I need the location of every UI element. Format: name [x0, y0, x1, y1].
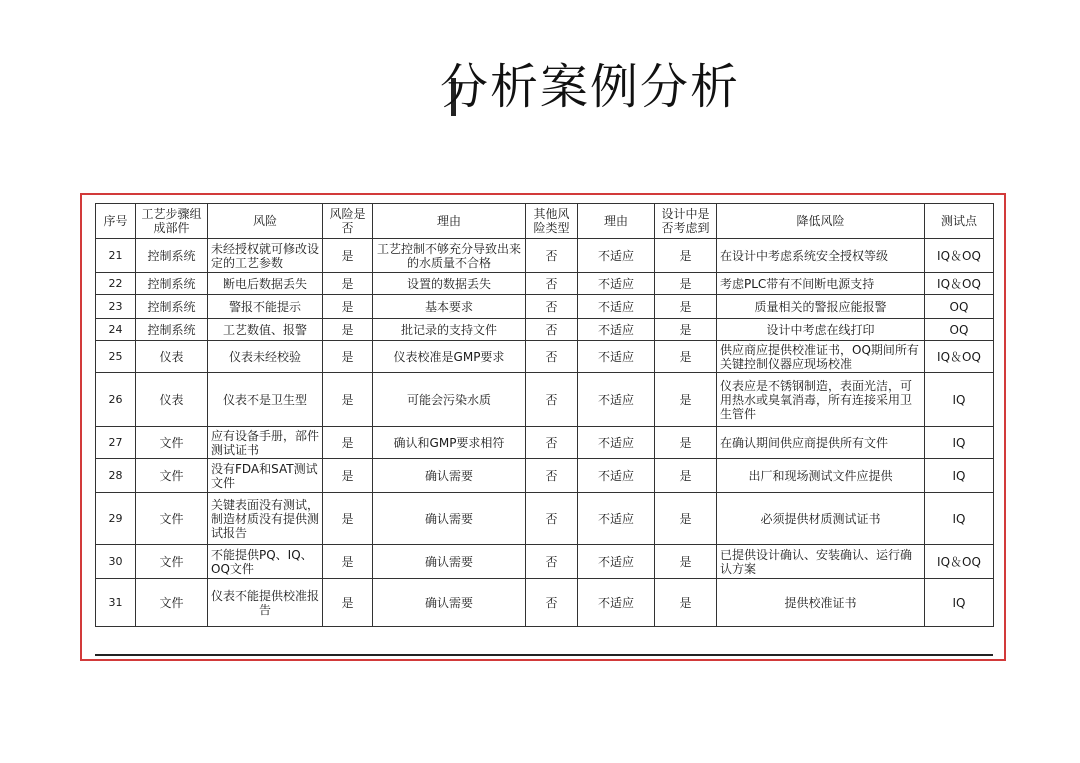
cell-considered: 是 [655, 319, 717, 341]
cell-reason: 工艺控制不够充分导致出来的水质量不合格 [373, 239, 526, 273]
cell-considered: 是 [655, 273, 717, 295]
cell-no: 23 [96, 295, 136, 319]
cell-yn: 是 [323, 341, 373, 373]
cell-no: 31 [96, 579, 136, 627]
table-row [96, 579, 994, 627]
cell-mitigation: 质量相关的警报应能报警 [717, 295, 925, 319]
cell-reason2: 不适应 [578, 459, 655, 493]
cell-reason: 确认和GMP要求相符 [373, 427, 526, 459]
cell-reason2: 不适应 [578, 273, 655, 295]
cell-reason2: 不适应 [578, 341, 655, 373]
cell-other: 否 [526, 341, 578, 373]
column-header: 设计中是否考虑到 [655, 204, 717, 239]
cell-risk: 没有FDA和SAT测试文件 [208, 459, 323, 493]
cell-reason2: 不适应 [578, 295, 655, 319]
cell-mitigation: 在确认期间供应商提供所有文件 [717, 427, 925, 459]
cell-considered: 是 [655, 373, 717, 427]
cell-part: 仪表 [136, 373, 208, 427]
cell-yn: 是 [323, 545, 373, 579]
cell-reason: 批记录的支持文件 [373, 319, 526, 341]
table-row [96, 427, 994, 459]
column-header: 其他风险类型 [526, 204, 578, 239]
cell-risk: 应有设备手册，部件测试证书 [208, 427, 323, 459]
cell-part: 控制系统 [136, 295, 208, 319]
table-row [96, 493, 994, 545]
table-row [96, 319, 994, 341]
cell-other: 否 [526, 493, 578, 545]
slide-title: 分析案例分析 [440, 59, 741, 115]
column-header: 降低风险 [717, 204, 925, 239]
cell-other: 否 [526, 239, 578, 273]
cell-reason: 确认需要 [373, 545, 526, 579]
cell-mitigation: 供应商应提供校准证书，OQ期间所有关键控制仪器应现场校准 [717, 341, 925, 373]
table-body [96, 239, 994, 627]
cell-part: 仪表 [136, 341, 208, 373]
cell-risk: 不能提供PQ、IQ、OQ文件 [208, 545, 323, 579]
cell-reason2: 不适应 [578, 427, 655, 459]
cell-considered: 是 [655, 545, 717, 579]
cell-reason: 基本要求 [373, 295, 526, 319]
cell-considered: 是 [655, 239, 717, 273]
column-header: 序号 [96, 204, 136, 239]
table-header [96, 204, 994, 239]
cell-no: 29 [96, 493, 136, 545]
cell-other: 否 [526, 295, 578, 319]
cell-yn: 是 [323, 319, 373, 341]
cell-mitigation: 设计中考虑在线打印 [717, 319, 925, 341]
cell-part: 文件 [136, 579, 208, 627]
cell-reason2: 不适应 [578, 545, 655, 579]
table-row [96, 545, 994, 579]
cell-yn: 是 [323, 493, 373, 545]
table-row [96, 295, 994, 319]
cell-yn: 是 [323, 273, 373, 295]
table-row [96, 341, 994, 373]
cell-risk: 仪表不是卫生型 [208, 373, 323, 427]
cell-test: OQ [925, 295, 994, 319]
cell-risk: 仪表未经校验 [208, 341, 323, 373]
cell-other: 否 [526, 373, 578, 427]
cell-no: 30 [96, 545, 136, 579]
cell-test: IQ [925, 427, 994, 459]
column-header: 理由 [373, 204, 526, 239]
cell-part: 控制系统 [136, 239, 208, 273]
cell-reason2: 不适应 [578, 579, 655, 627]
risk-analysis-table [95, 203, 994, 627]
cell-no: 21 [96, 239, 136, 273]
table-row [96, 373, 994, 427]
cell-considered: 是 [655, 459, 717, 493]
cell-yn: 是 [323, 579, 373, 627]
cell-test: IQ [925, 493, 994, 545]
cell-test: IQ＆OQ [925, 341, 994, 373]
cell-reason2: 不适应 [578, 493, 655, 545]
cell-no: 24 [96, 319, 136, 341]
cell-part: 控制系统 [136, 319, 208, 341]
cell-mitigation: 必须提供材质测试证书 [717, 493, 925, 545]
cell-yn: 是 [323, 295, 373, 319]
cell-yn: 是 [323, 373, 373, 427]
cell-other: 否 [526, 545, 578, 579]
table-row [96, 459, 994, 493]
cell-reason: 仪表校准是GMP要求 [373, 341, 526, 373]
column-header: 工艺步骤组成部件 [136, 204, 208, 239]
cell-test: OQ [925, 319, 994, 341]
column-header: 测试点 [925, 204, 994, 239]
cell-mitigation: 在设计中考虑系统安全授权等级 [717, 239, 925, 273]
cell-other: 否 [526, 579, 578, 627]
cell-yn: 是 [323, 239, 373, 273]
cell-no: 28 [96, 459, 136, 493]
cell-test: IQ＆OQ [925, 239, 994, 273]
cell-mitigation: 出厂和现场测试文件应提供 [717, 459, 925, 493]
column-header: 风险 [208, 204, 323, 239]
cell-considered: 是 [655, 579, 717, 627]
cell-reason: 可能会污染水质 [373, 373, 526, 427]
cell-risk: 工艺数值、报警 [208, 319, 323, 341]
table-row [96, 239, 994, 273]
cell-no: 22 [96, 273, 136, 295]
cell-no: 27 [96, 427, 136, 459]
cell-risk: 仪表不能提供校准报告 [208, 579, 323, 627]
cell-yn: 是 [323, 427, 373, 459]
cell-no: 25 [96, 341, 136, 373]
cell-yn: 是 [323, 459, 373, 493]
column-header: 理由 [578, 204, 655, 239]
cell-reason: 确认需要 [373, 493, 526, 545]
cell-test: IQ [925, 459, 994, 493]
cell-test: IQ [925, 373, 994, 427]
cell-part: 文件 [136, 493, 208, 545]
cell-mitigation: 提供校准证书 [717, 579, 925, 627]
cell-part: 文件 [136, 427, 208, 459]
cell-other: 否 [526, 427, 578, 459]
cell-considered: 是 [655, 295, 717, 319]
cell-part: 文件 [136, 459, 208, 493]
cell-other: 否 [526, 273, 578, 295]
table-bottom-rule [95, 654, 993, 656]
cell-reason2: 不适应 [578, 239, 655, 273]
cell-risk: 未经授权就可修改设定的工艺参数 [208, 239, 323, 273]
cell-considered: 是 [655, 493, 717, 545]
cell-mitigation: 仪表应是不锈钢制造，表面光洁，可用热水或臭氧消毒，所有连接采用卫生管件 [717, 373, 925, 427]
cell-risk: 关键表面没有测试，制造材质没有提供测试报告 [208, 493, 323, 545]
cell-part: 文件 [136, 545, 208, 579]
cell-risk: 断电后数据丢失 [208, 273, 323, 295]
header-row [96, 204, 994, 239]
cell-test: IQ＆OQ [925, 273, 994, 295]
cell-considered: 是 [655, 427, 717, 459]
cell-risk: 警报不能提示 [208, 295, 323, 319]
cell-test: IQ [925, 579, 994, 627]
cell-other: 否 [526, 319, 578, 341]
cell-mitigation: 考虑PLC带有不间断电源支持 [717, 273, 925, 295]
cell-mitigation: 已提供设计确认、安装确认、运行确认方案 [717, 545, 925, 579]
cell-reason2: 不适应 [578, 373, 655, 427]
cell-no: 26 [96, 373, 136, 427]
cell-test: IQ＆OQ [925, 545, 994, 579]
column-header: 风险是否 [323, 204, 373, 239]
cell-reason: 设置的数据丢失 [373, 273, 526, 295]
cell-considered: 是 [655, 341, 717, 373]
cell-reason: 确认需要 [373, 459, 526, 493]
cell-other: 否 [526, 459, 578, 493]
cell-reason2: 不适应 [578, 319, 655, 341]
table-row [96, 273, 994, 295]
cell-reason: 确认需要 [373, 579, 526, 627]
cell-part: 控制系统 [136, 273, 208, 295]
